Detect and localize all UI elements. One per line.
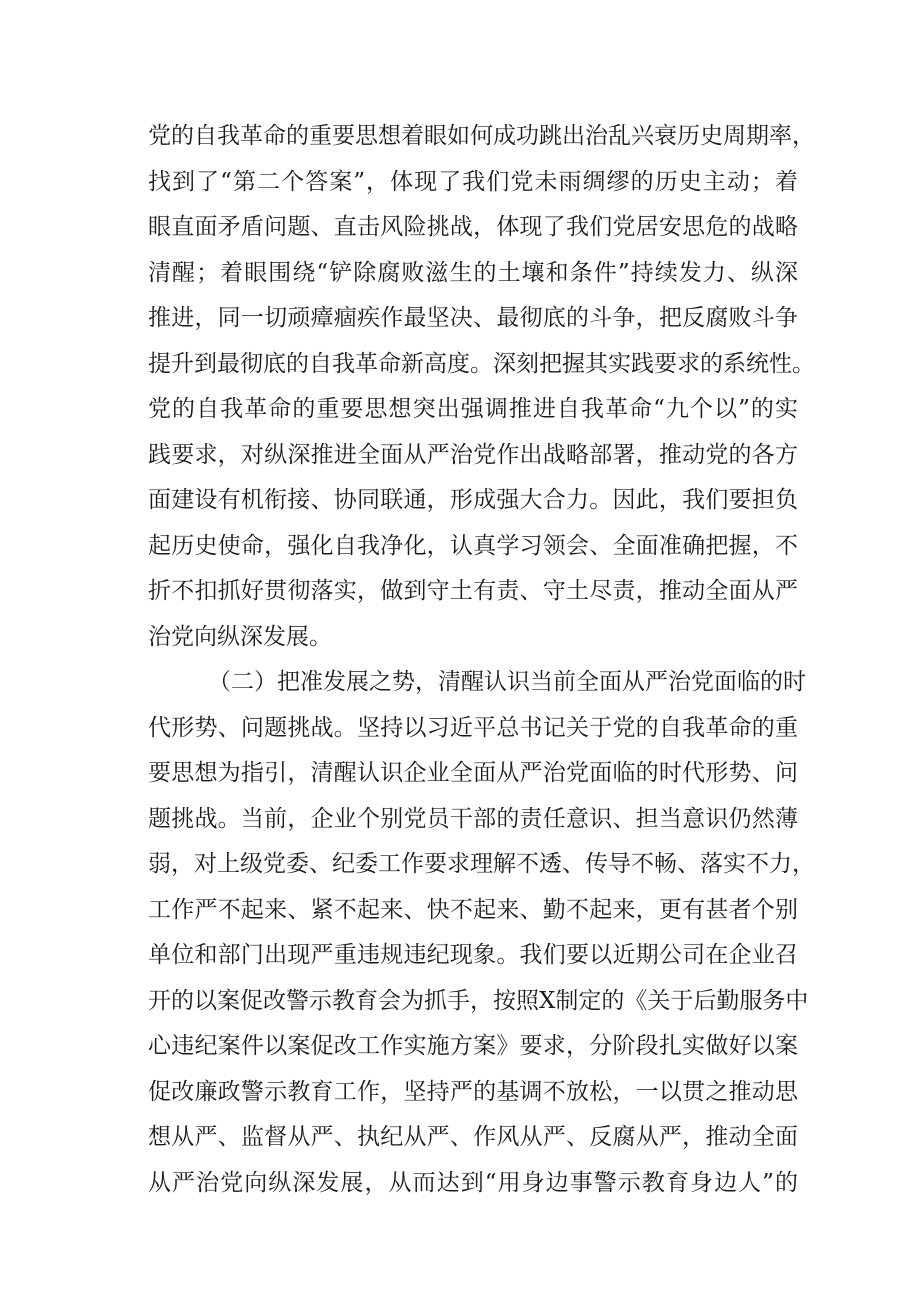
text-line: 找到了“第二个答案”，体现了我们党未雨绸缪的历史主动；着 (148, 168, 798, 195)
text-line: 想从严、监督从严、执纪从严、作风从严、反腐从严，推动全面 (148, 1124, 798, 1150)
text-line: 代形势、问题挑战。坚持以习近平总书记关于党的自我革命的重 (148, 714, 798, 741)
text-line: 提升到最彻底的自我革命新高度。深刻把握其实践要求的系统性。 (148, 350, 815, 377)
body-text (148, 114, 815, 1206)
text-line: 践要求，对纵深推进全面从严治党作出战略部署，推动党的各方 (148, 441, 798, 468)
section-heading-line: （二）把准发展之势，清醒认识当前全面从严治党面临的时 (208, 669, 806, 695)
text-line: 工作严不起来、紧不起来、快不起来、勤不起来，更有甚者个别 (148, 896, 798, 923)
text-line: 清醒；着眼围绕“铲除腐败滋生的土壤和条件”持续发力、纵深 (148, 259, 798, 286)
paragraph-end-line: 治党向纵深发展。 (148, 623, 332, 650)
text-line: 促改廉政警示教育工作，坚持严的基调不放松，一以贯之推动思 (148, 1078, 798, 1105)
text-line: 单位和部门出现严重违规违纪现象。我们要以近期公司在企业召 (148, 942, 798, 968)
text-line: 党的自我革命的重要思想突出强调推进自我革命“九个以”的实 (148, 396, 798, 422)
text-line: 弱，对上级党委、纪委工作要求理解不透、传导不畅、落实不力， (148, 851, 815, 877)
text-line: 题挑战。当前，企业个别党员干部的责任意识、担当意识仍然薄 (148, 805, 798, 832)
text-line: 党的自我革命的重要思想着眼如何成功跳出治乱兴衰历史周期率， (148, 123, 815, 149)
text-line: 推进，同一切顽瘴痼疾作最坚决、最彻底的斗争，把反腐败斗争 (148, 305, 798, 331)
text-line: 从严治党向纵深发展，从而达到“用身边事警示教育身边人”的 (148, 1169, 798, 1196)
text-line: 开的以案促改警示教育会为抓手，按照X制定的《关于后勤服务中 (148, 987, 809, 1014)
text-line: 面建设有机衔接、协同联通，形成强大合力。因此，我们要担负 (148, 487, 798, 513)
text-line: 心违纪案件以案促改工作实施方案》要求，分阶段扎实做好以案 (148, 1033, 798, 1059)
text-line: 眼直面矛盾问题、直击风险挑战，体现了我们党居安思危的战略 (148, 214, 798, 240)
text-line: 要思想为指引，清醒认识企业全面从严治党面临的时代形势、问 (148, 760, 798, 786)
text-line: 折不扣抓好贯彻落实，做到守土有责、守土尽责，推动全面从严 (148, 578, 798, 604)
text-line: 起历史使命，强化自我净化，认真学习领会、全面准确把握，不 (148, 532, 798, 559)
